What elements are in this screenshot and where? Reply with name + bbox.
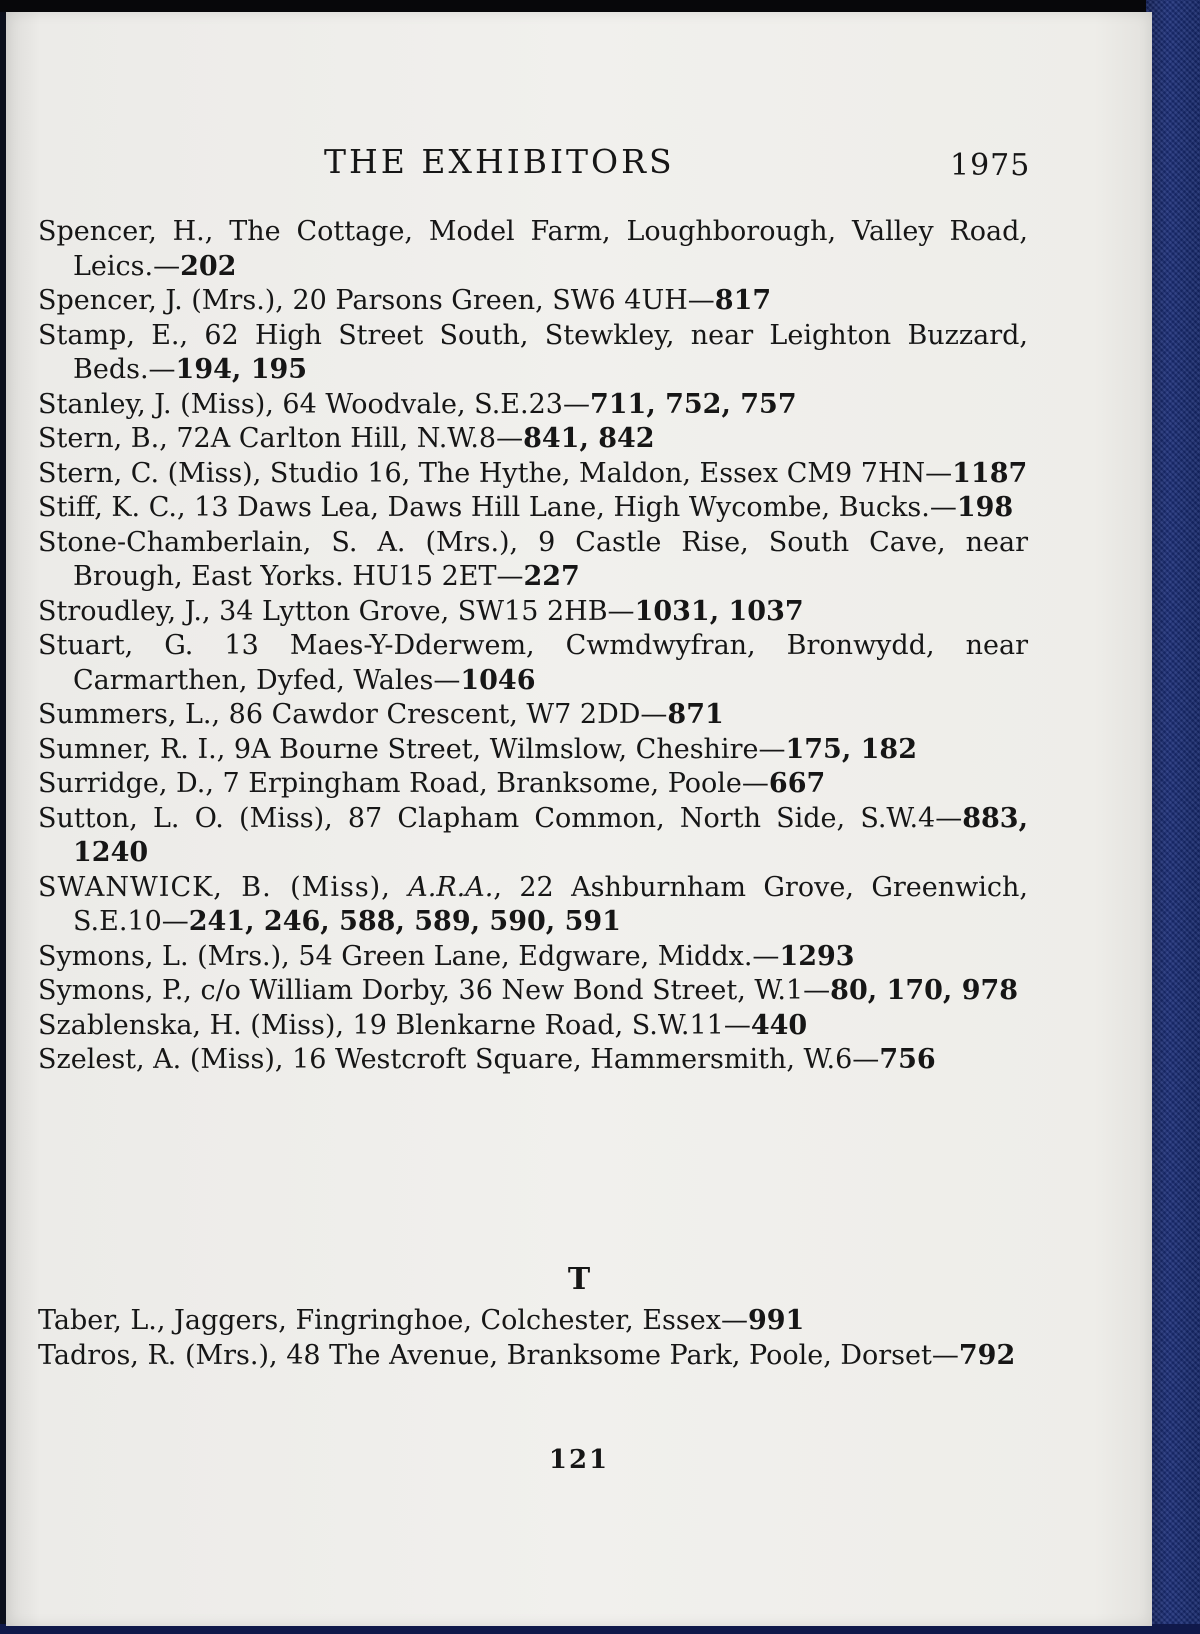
entry-text: Szelest, A. (Miss), 16 Westcroft Square, Hammersmith, W.6— <box>38 1044 880 1075</box>
exhibitor-entry <box>38 526 1028 595</box>
catalogue-numbers: 175, 182 <box>785 733 917 765</box>
entry-text: Stone-Chamberlain, S. A. (Mrs.), 9 Castle Rise, South Cave, near Brough, East Yorks. HU15 2ET— <box>38 526 1028 592</box>
exhibitor-entry-swanwick <box>38 871 1028 940</box>
catalogue-numbers: 792 <box>958 1339 1016 1371</box>
book-page <box>6 12 1152 1626</box>
entry-text: Stern, B., 72A Carlton Hill, N.W.8— <box>38 423 524 454</box>
exhibitor-entry <box>38 1304 1028 1339</box>
entry-text: Stanley, J. (Miss), 64 Woodvale, S.E.23— <box>38 388 590 420</box>
entry-text: Stern, C. (Miss), Studio 16, The Hythe, Maldon, Essex CM9 7HN— <box>38 457 953 489</box>
entry-text: Szablenska, H. (Miss), 19 Blenkarne Road, S.W.11— <box>38 1009 751 1041</box>
page-year: 1975 <box>950 148 1031 183</box>
entry-text: Spencer, J. (Mrs.), 20 Parsons Green, SW6 4UH— <box>38 285 715 316</box>
catalogue-numbers: 1031, 1037 <box>634 595 804 627</box>
exhibitor-list-t <box>38 1304 1028 1373</box>
exhibitor-entry <box>38 767 1028 802</box>
catalogue-numbers: 1293 <box>779 940 855 972</box>
exhibitor-entry <box>38 629 1028 698</box>
exhibitor-list-s <box>38 215 1028 1078</box>
catalogue-numbers: 871 <box>667 699 724 730</box>
catalogue-numbers: 80, 170, 978 <box>830 975 1019 1006</box>
entry-text: Stuart, G. 13 Maes-Y-Dderwem, Cwmdwyfran, Bronwydd, near Carmarthen, Dyfed, Wales— <box>38 630 1028 696</box>
catalogue-numbers: 241, 246, 588, 589, 590, 591 <box>188 906 621 937</box>
exhibitor-entry <box>38 1009 1028 1044</box>
section-heading-t: T <box>567 1262 591 1297</box>
entry-text: Stamp, E., 62 High Street South, Stewkley, near Leighton Buzzard, Beds.— <box>38 319 1028 385</box>
exhibitor-entry <box>38 491 1028 526</box>
entry-text: Surridge, D., 7 Erpingham Road, Branksome, Poole— <box>38 768 769 799</box>
running-head <box>6 134 1152 184</box>
exhibitor-entry <box>38 974 1028 1009</box>
entry-text: Summers, L., 86 Cawdor Crescent, W7 2DD— <box>38 699 668 730</box>
exhibitor-entry <box>38 388 1028 423</box>
catalogue-numbers: 1187 <box>952 457 1028 489</box>
exhibitor-entry <box>38 1339 1028 1374</box>
catalogue-numbers: 711, 752, 757 <box>589 388 797 420</box>
entry-text: Symons, P., c/o William Dorby, 36 New Bond Street, W.1— <box>38 975 831 1006</box>
exhibitor-entry <box>38 940 1028 975</box>
catalogue-numbers: 194, 195 <box>175 354 308 385</box>
exhibitor-entry <box>38 422 1028 457</box>
exhibitor-entry <box>38 595 1028 630</box>
exhibitor-entry <box>38 284 1028 319</box>
entry-name: SWANWICK, B. (Miss), <box>38 871 391 903</box>
catalogue-numbers: 991 <box>747 1305 805 1336</box>
catalogue-numbers: 440 <box>750 1009 808 1041</box>
exhibitor-entry <box>38 1043 1028 1078</box>
catalogue-numbers: 1046 <box>460 664 536 696</box>
catalogue-numbers: 883, 1240 <box>73 802 1028 868</box>
exhibitor-entry <box>38 733 1028 768</box>
catalogue-numbers: 227 <box>523 561 580 592</box>
entry-text: Tadros, R. (Mrs.), 48 The Avenue, Branksome Park, Poole, Dorset— <box>38 1339 959 1371</box>
book-top-edge <box>0 0 1200 12</box>
entry-text: Taber, L., Jaggers, Fingringhoe, Colchester, Essex— <box>38 1305 748 1336</box>
book-cover-edge <box>1146 0 1200 1634</box>
catalogue-numbers: 817 <box>714 285 772 316</box>
entry-text: Spencer, H., The Cottage, Model Farm, Loughborough, Valley Road, Leics.— <box>38 216 1028 282</box>
exhibitor-entry <box>38 215 1028 284</box>
catalogue-numbers: 756 <box>879 1044 936 1075</box>
exhibitor-entry <box>38 802 1028 871</box>
entry-text: Sumner, R. I., 9A Bourne Street, Wilmslow, Cheshire— <box>38 733 786 765</box>
entry-text: Stiff, K. C., 13 Daws Lea, Daws Hill Lane, High Wycombe, Bucks.— <box>38 492 957 523</box>
entry-text: Sutton, L. O. (Miss), 87 Clapham Common, North Side, S.W.4— <box>38 802 963 834</box>
catalogue-numbers: 841, 842 <box>523 423 655 454</box>
exhibitor-entry <box>38 319 1028 388</box>
entry-text: , 22 Ashburnham Grove, Greenwich, S.E.10— <box>73 871 1028 937</box>
entry-honour: A.R.A. <box>408 871 494 903</box>
entry-text: Stroudley, J., 34 Lytton Grove, SW15 2HB— <box>38 595 635 627</box>
catalogue-numbers: 667 <box>768 768 826 799</box>
page-number: 121 <box>548 1445 610 1475</box>
catalogue-numbers: 202 <box>180 250 237 282</box>
catalogue-numbers: 198 <box>956 492 1014 523</box>
exhibitor-entry <box>38 457 1028 492</box>
exhibitor-entry <box>38 698 1028 733</box>
entry-text: Symons, L. (Mrs.), 54 Green Lane, Edgware, Middx.— <box>38 940 780 972</box>
page-title: THE EXHIBITORS <box>324 142 675 181</box>
